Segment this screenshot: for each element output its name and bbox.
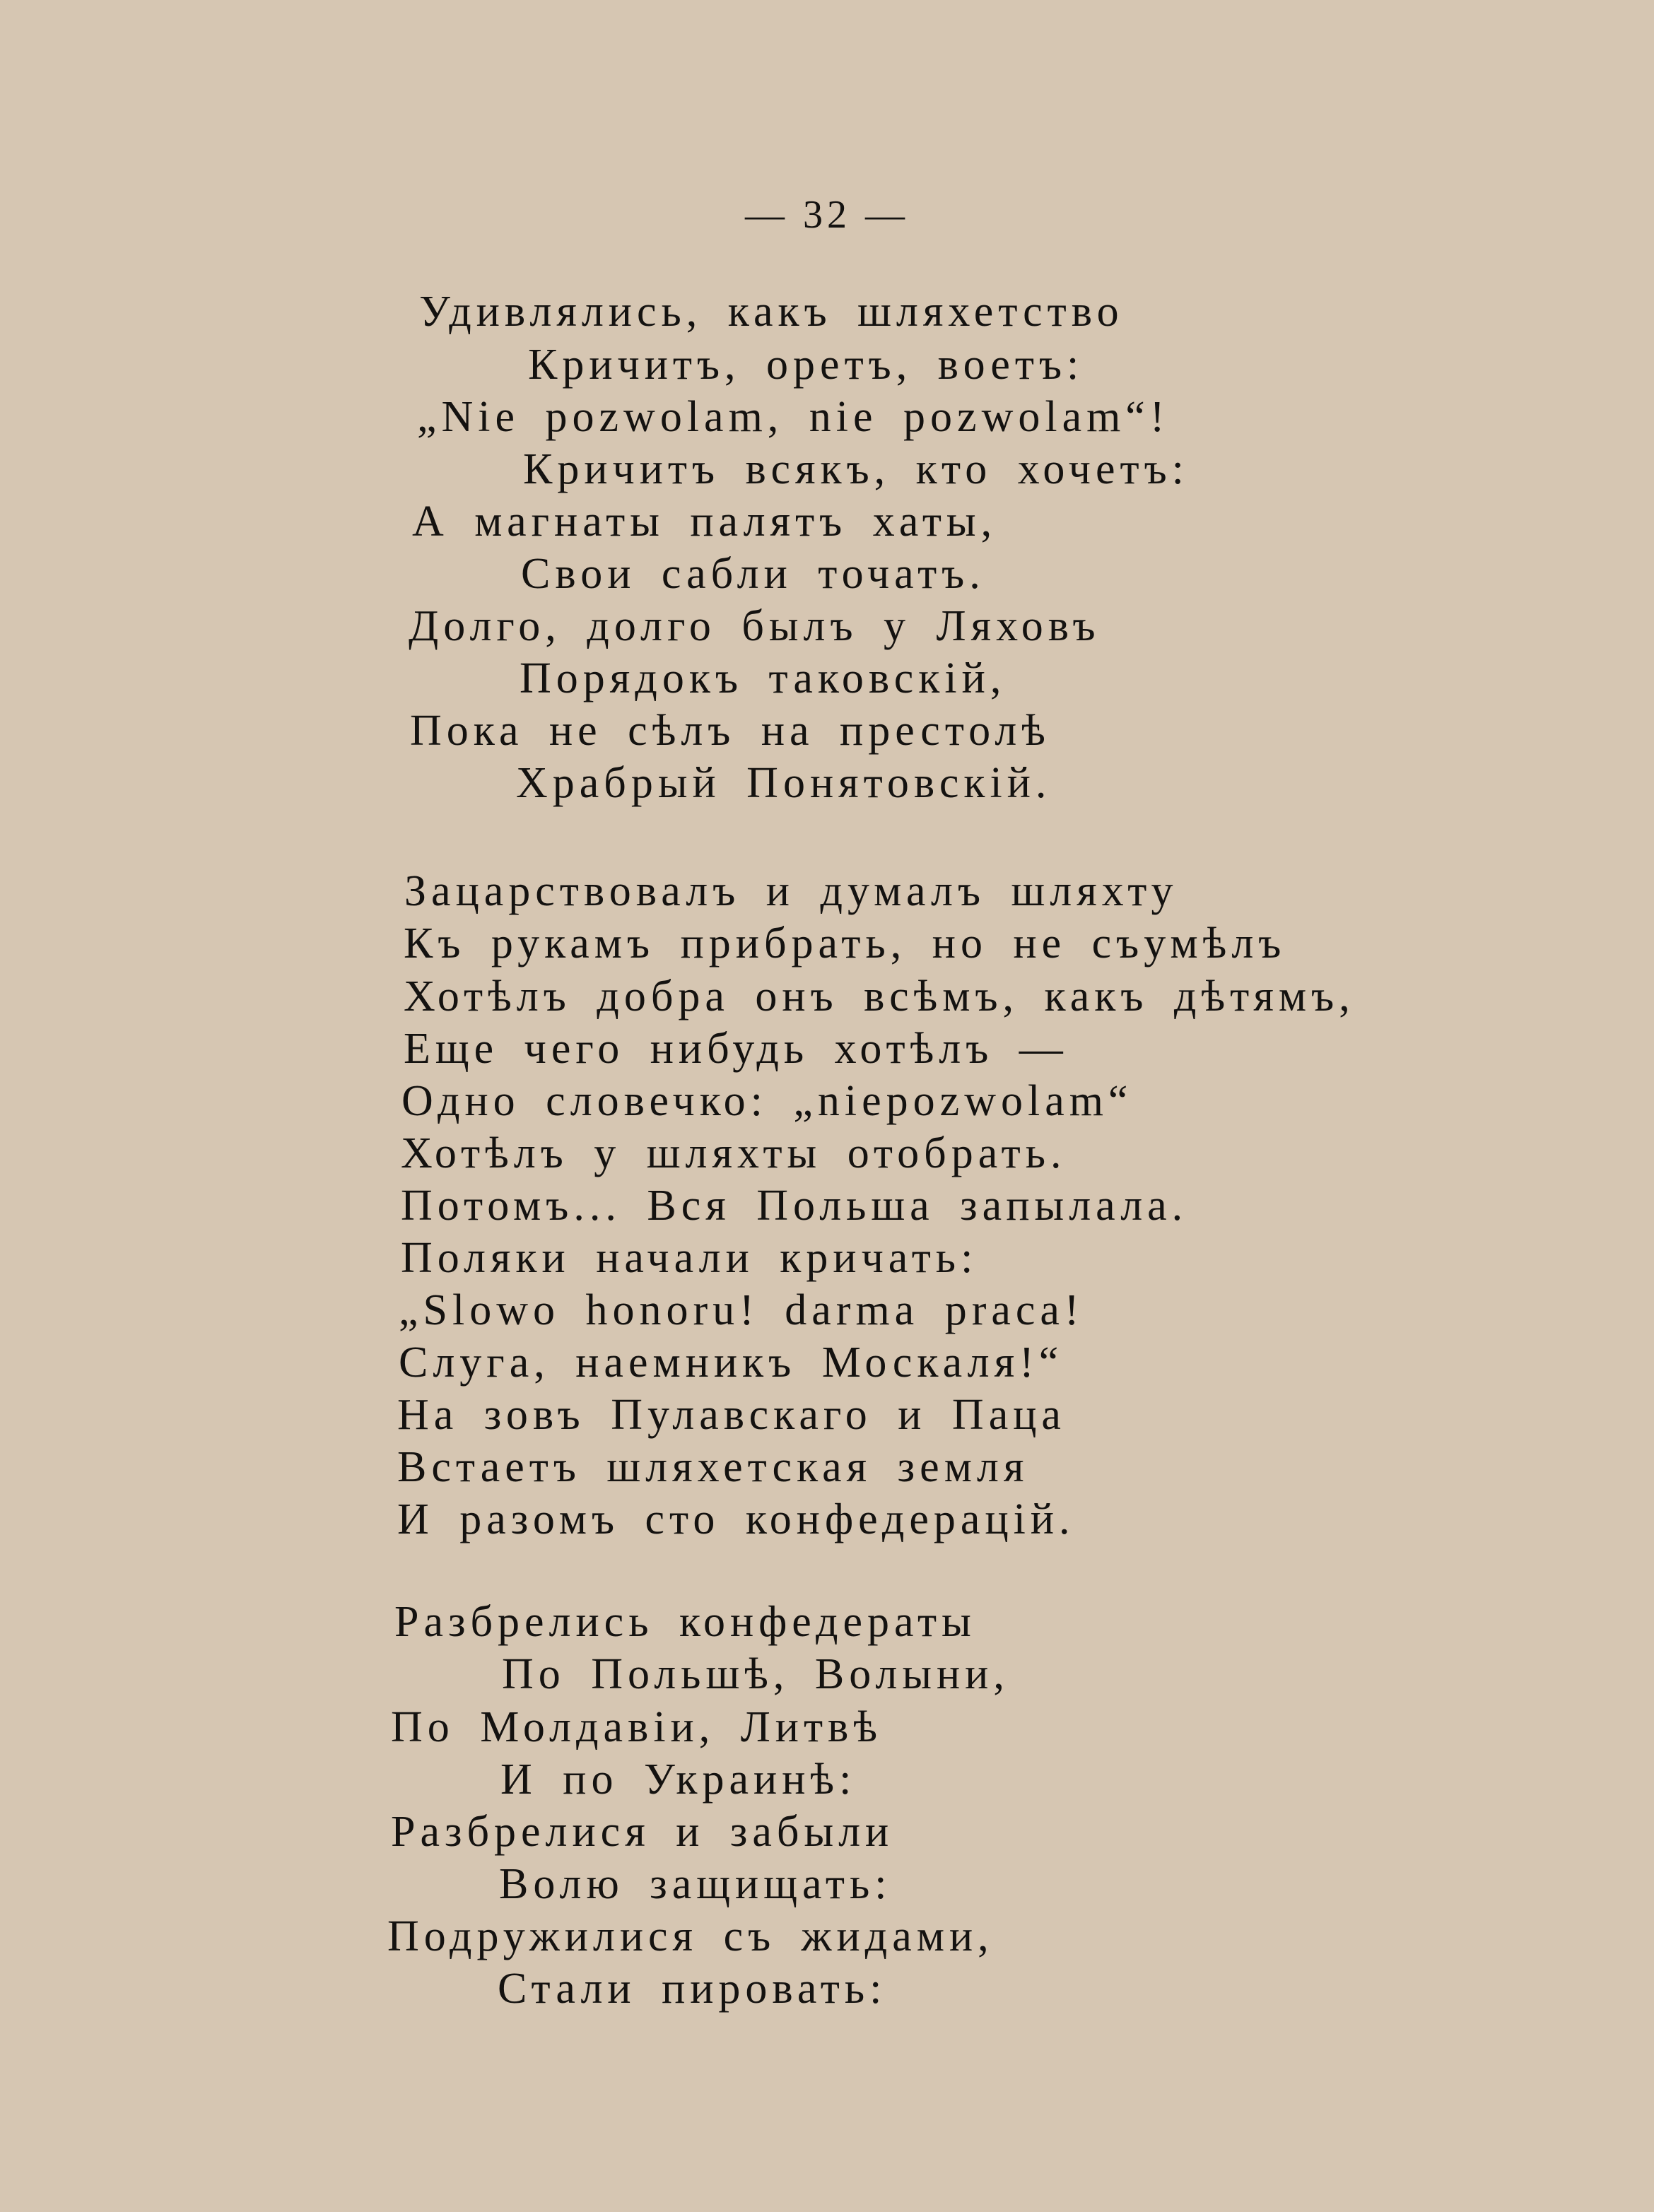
poem-line: Слуга, наемникъ Москаля!“ [399, 1339, 1064, 1387]
poem-line: Свои сабли точатъ. [521, 550, 985, 598]
poem-line: „Nie pozwolam, nie pozwolam“! [417, 393, 1170, 441]
poem-line: Разбрелись конфедераты [394, 1598, 976, 1646]
poem-line: Храбрый Понятовскій. [516, 759, 1052, 807]
poem-line: На зовъ Пулавскаго и Паца [397, 1391, 1066, 1439]
poem-line: А магнаты палятъ хаты, [412, 498, 997, 546]
poem-line: Удивлялись, какъ шляхетство [419, 288, 1124, 336]
poem-line: Къ рукамъ прибрать, но не съумѣлъ [404, 919, 1286, 967]
poem-line: Еще чего нибудь хотѣлъ — [404, 1025, 1068, 1073]
poem-line: Долго, долго былъ у Ляховъ [409, 602, 1101, 650]
poem-line: По Молдавіи, Литвѣ [391, 1703, 882, 1751]
poem-line: „Slowo honoru! darma praca! [399, 1286, 1084, 1334]
poem-line: Хотѣлъ у шляхты отобрать. [401, 1129, 1067, 1177]
poem-line: Кричитъ, оретъ, воетъ: [528, 341, 1084, 389]
poem-line: Волю защищать: [499, 1860, 892, 1908]
poem-line: Одно словечко: „niepozwolam“ [401, 1077, 1133, 1125]
poem-line: Встаетъ шляхетская земля [397, 1443, 1029, 1491]
poem-line: И по Украинѣ: [500, 1755, 857, 1804]
poem-line: Кричитъ всякъ, кто хочетъ: [523, 445, 1189, 493]
poem-line: Хотѣлъ добра онъ всѣмъ, какъ дѣтямъ, [404, 972, 1355, 1020]
poem-line: Пока не сѣлъ на престолѣ [410, 707, 1050, 755]
poem-line: И разомъ сто конфедерацій. [397, 1495, 1075, 1543]
poem-line: Потомъ... Вся Польша запылала. [401, 1182, 1188, 1230]
poem-line: Стали пировать: [498, 1965, 887, 2013]
poem-line: Зацарствовалъ и думалъ шляхту [404, 867, 1178, 915]
poem-line: По Польшѣ, Волыни, [502, 1650, 1009, 1698]
poem-line: Порядокъ таковскій, [520, 654, 1007, 702]
poem-line: Разбрелися и забыли [391, 1808, 894, 1856]
page-number: — 32 — [745, 193, 909, 237]
poem-line: Подружилися съ жидами, [387, 1912, 994, 1960]
poem-line: Поляки начали кричать: [401, 1234, 978, 1282]
